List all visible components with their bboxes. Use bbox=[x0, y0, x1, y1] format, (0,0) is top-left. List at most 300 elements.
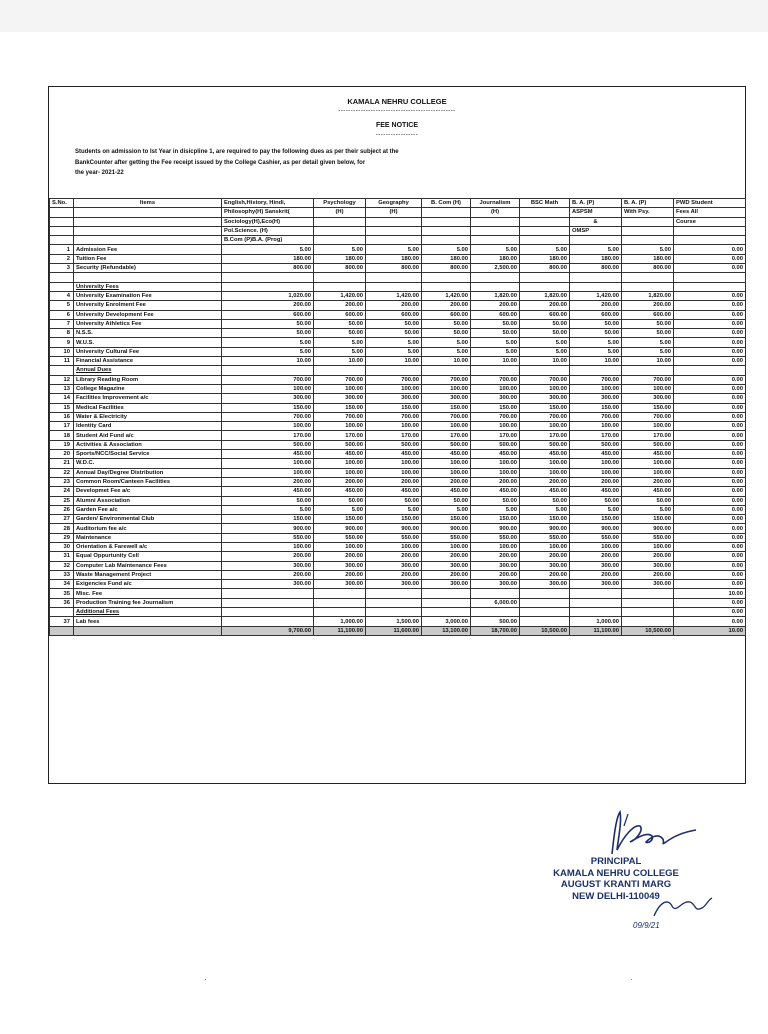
row-value bbox=[520, 282, 570, 291]
row-value: 200.00 bbox=[314, 477, 366, 486]
row-value: 100.00 bbox=[570, 422, 622, 431]
row-item: Water & Electricity bbox=[74, 412, 222, 421]
row-value: 200.00 bbox=[622, 570, 674, 579]
intro-line: Students on admission to Ist Year in disicpline 1, are required to pay the following dues as per their subject at the bbox=[75, 149, 399, 155]
row-value: 0.00 bbox=[674, 254, 746, 263]
row-sno: 21 bbox=[50, 459, 74, 468]
scan-speck: · bbox=[204, 975, 207, 984]
header-c1: English,History, Hindi, bbox=[222, 199, 314, 208]
row-value: 180.00 bbox=[314, 254, 366, 263]
row-value: 0.00 bbox=[674, 533, 746, 542]
row-value: 900.00 bbox=[622, 524, 674, 533]
row-value: 0.00 bbox=[674, 329, 746, 338]
row-value: 0.00 bbox=[674, 301, 746, 310]
row-value: 0.00 bbox=[674, 524, 746, 533]
row-value: 5.00 bbox=[570, 245, 622, 254]
row-value: 500.00 bbox=[222, 440, 314, 449]
row-value: 300.00 bbox=[622, 580, 674, 589]
row-value: 5.00 bbox=[520, 505, 570, 514]
row-value: 450.00 bbox=[366, 487, 422, 496]
row-item: Maintenance bbox=[74, 533, 222, 542]
row-value: 1,020.00 bbox=[222, 291, 314, 300]
row-value: 300.00 bbox=[222, 394, 314, 403]
row-value: 0.00 bbox=[674, 440, 746, 449]
row-value bbox=[222, 617, 314, 626]
row-value: 100.00 bbox=[570, 384, 622, 393]
row-value: 100.00 bbox=[366, 384, 422, 393]
row-value bbox=[366, 598, 422, 607]
row-value: 0.00 bbox=[674, 347, 746, 356]
row-value: 300.00 bbox=[422, 394, 471, 403]
row-sno: 23 bbox=[50, 477, 74, 486]
row-value: 450.00 bbox=[570, 487, 622, 496]
row-value: 200.00 bbox=[570, 570, 622, 579]
row-value: 200.00 bbox=[520, 477, 570, 486]
row-item: College Magazine bbox=[74, 384, 222, 393]
row-value: 1,420.00 bbox=[314, 291, 366, 300]
row-value bbox=[366, 608, 422, 617]
row-value: 180.00 bbox=[520, 254, 570, 263]
row-value: 0.00 bbox=[674, 264, 746, 273]
row-value: 450.00 bbox=[471, 450, 520, 459]
row-value: 700.00 bbox=[422, 412, 471, 421]
row-value: 200.00 bbox=[422, 570, 471, 579]
row-value: 100.00 bbox=[314, 422, 366, 431]
row-value: 5.00 bbox=[520, 245, 570, 254]
row-value bbox=[570, 273, 622, 282]
row-value: 150.00 bbox=[422, 515, 471, 524]
header-c6 bbox=[520, 217, 570, 226]
row-item: University Athletics Fee bbox=[74, 319, 222, 328]
row-item: Additional Fees bbox=[74, 608, 222, 617]
row-value bbox=[222, 608, 314, 617]
row-sno: 34 bbox=[50, 580, 74, 589]
row-item: University Examination Fee bbox=[74, 291, 222, 300]
row-value bbox=[422, 608, 471, 617]
header-row bbox=[50, 217, 746, 226]
fee-row bbox=[50, 384, 746, 393]
row-value: 1,420.00 bbox=[422, 291, 471, 300]
row-value: 50.00 bbox=[366, 496, 422, 505]
row-value: 50.00 bbox=[314, 329, 366, 338]
row-value bbox=[520, 617, 570, 626]
row-value: 10.00 bbox=[471, 357, 520, 366]
header-c1: Sociology(H),Eco(H) bbox=[222, 217, 314, 226]
intro-line: BankCounter after getting the Fee receipt issued by the College Cashier, as per detail given below, for bbox=[75, 159, 366, 166]
row-value: 100.00 bbox=[222, 384, 314, 393]
row-value: 100.00 bbox=[520, 468, 570, 477]
header-c4 bbox=[422, 236, 471, 245]
row-value: 0.00 bbox=[674, 505, 746, 514]
row-sno: 27 bbox=[50, 515, 74, 524]
header-row bbox=[50, 236, 746, 245]
row-value: 50.00 bbox=[570, 319, 622, 328]
row-value: 6,000.00 bbox=[471, 598, 520, 607]
row-value: 100.00 bbox=[622, 468, 674, 477]
row-value: 50.00 bbox=[222, 319, 314, 328]
row-value: 0.00 bbox=[674, 375, 746, 384]
header-c5 bbox=[471, 217, 520, 226]
row-value: 5.00 bbox=[314, 347, 366, 356]
row-value: 180.00 bbox=[222, 254, 314, 263]
row-value bbox=[570, 282, 622, 291]
row-value: 300.00 bbox=[570, 394, 622, 403]
header-c8 bbox=[622, 226, 674, 235]
row-value: 500.00 bbox=[622, 440, 674, 449]
row-value: 600.00 bbox=[366, 310, 422, 319]
row-value: 50.00 bbox=[570, 496, 622, 505]
row-value: 600.00 bbox=[471, 310, 520, 319]
fee-row bbox=[50, 338, 746, 347]
row-item: W.U.S. bbox=[74, 338, 222, 347]
header-c8: With Psy. bbox=[622, 208, 674, 217]
row-value: 300.00 bbox=[314, 561, 366, 570]
row-value: 700.00 bbox=[570, 375, 622, 384]
row-value: 100.00 bbox=[422, 384, 471, 393]
row-value: 150.00 bbox=[622, 403, 674, 412]
row-value: 450.00 bbox=[366, 450, 422, 459]
row-value: 50.00 bbox=[520, 319, 570, 328]
header-sno bbox=[50, 217, 74, 226]
fee-row bbox=[50, 431, 746, 440]
row-value bbox=[222, 273, 314, 282]
fee-table bbox=[49, 198, 746, 636]
row-sno: 37 bbox=[50, 617, 74, 626]
fee-row bbox=[50, 310, 746, 319]
row-value: 10.00 bbox=[570, 357, 622, 366]
fee-row bbox=[50, 366, 746, 375]
row-value: 500.00 bbox=[570, 440, 622, 449]
header-row bbox=[50, 208, 746, 217]
row-value: 500.00 bbox=[471, 617, 520, 626]
row-value: 150.00 bbox=[222, 515, 314, 524]
row-value: 150.00 bbox=[314, 515, 366, 524]
row-value: 0.00 bbox=[674, 431, 746, 440]
row-value: 600.00 bbox=[622, 310, 674, 319]
row-value: 5.00 bbox=[422, 505, 471, 514]
row-value: 700.00 bbox=[222, 375, 314, 384]
stamp-title: PRINCIPAL bbox=[590, 856, 642, 867]
header-c4 bbox=[422, 226, 471, 235]
row-item: Security (Refundable) bbox=[74, 264, 222, 273]
fee-row bbox=[50, 264, 746, 273]
row-value: 0.00 bbox=[674, 552, 746, 561]
row-value: 300.00 bbox=[520, 561, 570, 570]
fee-row bbox=[50, 403, 746, 412]
fee-row bbox=[50, 422, 746, 431]
row-value: 10.00 bbox=[622, 357, 674, 366]
header-c2 bbox=[314, 217, 366, 226]
fee-row bbox=[50, 329, 746, 338]
row-value: 100.00 bbox=[314, 459, 366, 468]
row-value: 900.00 bbox=[520, 524, 570, 533]
fee-row bbox=[50, 254, 746, 263]
fee-row bbox=[50, 412, 746, 421]
header-c4: B. Com (H) bbox=[422, 199, 471, 208]
stamp-address-line: AUGUST KRANTI MARG bbox=[560, 879, 672, 890]
row-value: 700.00 bbox=[471, 375, 520, 384]
stamp-address-line: NEW DELHI-110049 bbox=[572, 890, 660, 902]
row-value: 700.00 bbox=[366, 375, 422, 384]
row-value: 100.00 bbox=[520, 384, 570, 393]
row-value: 300.00 bbox=[570, 561, 622, 570]
row-value bbox=[366, 589, 422, 598]
row-value bbox=[366, 282, 422, 291]
notice-title: FEE NOTICE bbox=[375, 122, 418, 129]
row-value: 300.00 bbox=[222, 580, 314, 589]
header-items: Items bbox=[74, 199, 222, 208]
row-value: 700.00 bbox=[471, 412, 520, 421]
row-value: 0.00 bbox=[674, 570, 746, 579]
row-item: Exigencies Fund a/c bbox=[74, 580, 222, 589]
table-body bbox=[50, 245, 746, 635]
intro-line: the year- 2021-22 bbox=[75, 170, 124, 176]
row-sno: 18 bbox=[50, 431, 74, 440]
row-value: 0.00 bbox=[674, 291, 746, 300]
row-value bbox=[314, 366, 366, 375]
fee-row bbox=[50, 477, 746, 486]
row-item: University Fees bbox=[74, 282, 222, 291]
fee-row bbox=[50, 617, 746, 626]
row-value: 100.00 bbox=[622, 542, 674, 551]
row-value bbox=[422, 589, 471, 598]
row-value: 0.00 bbox=[674, 357, 746, 366]
row-value: 800.00 bbox=[366, 264, 422, 273]
row-value: 450.00 bbox=[222, 487, 314, 496]
row-value: 1,820.00 bbox=[622, 291, 674, 300]
row-value: 100.00 bbox=[222, 422, 314, 431]
row-value bbox=[622, 282, 674, 291]
row-value: 150.00 bbox=[520, 515, 570, 524]
header-row bbox=[50, 226, 746, 235]
row-sno: 4 bbox=[50, 291, 74, 300]
row-sno: 26 bbox=[50, 505, 74, 514]
row-value: 550.00 bbox=[471, 533, 520, 542]
row-sno bbox=[50, 366, 74, 375]
row-value: 0.00 bbox=[674, 487, 746, 496]
row-item: Waste Management Project bbox=[74, 570, 222, 579]
row-value bbox=[314, 608, 366, 617]
row-value: 5.00 bbox=[471, 347, 520, 356]
row-value: 5.00 bbox=[366, 505, 422, 514]
row-value: 200.00 bbox=[314, 570, 366, 579]
fee-row bbox=[50, 608, 746, 617]
fee-row bbox=[50, 598, 746, 607]
fee-row bbox=[50, 357, 746, 366]
row-value bbox=[674, 282, 746, 291]
row-value: 100.00 bbox=[471, 384, 520, 393]
row-value: 200.00 bbox=[570, 477, 622, 486]
row-value: 200.00 bbox=[222, 301, 314, 310]
row-value: 550.00 bbox=[422, 533, 471, 542]
row-value bbox=[471, 608, 520, 617]
row-value bbox=[622, 608, 674, 617]
header-c5: (H) bbox=[471, 208, 520, 217]
row-item: Tuition Fee bbox=[74, 254, 222, 263]
row-value: 100.00 bbox=[422, 542, 471, 551]
row-value: 10,500.00 bbox=[520, 626, 570, 635]
row-value: 200.00 bbox=[622, 552, 674, 561]
row-value: 200.00 bbox=[570, 552, 622, 561]
row-value: 1,820.00 bbox=[471, 291, 520, 300]
row-value: 2,500.00 bbox=[471, 264, 520, 273]
row-sno: 31 bbox=[50, 552, 74, 561]
header-c6: BSC Math bbox=[520, 199, 570, 208]
college-name: KAMALA NEHRU COLLEGE bbox=[347, 97, 447, 106]
header-c8: B. A. (P) bbox=[622, 199, 674, 208]
row-value: 0.00 bbox=[674, 338, 746, 347]
row-value: 180.00 bbox=[622, 254, 674, 263]
row-value bbox=[622, 617, 674, 626]
row-value: 170.00 bbox=[222, 431, 314, 440]
header-c7: OMSP bbox=[570, 226, 622, 235]
row-value: 900.00 bbox=[570, 524, 622, 533]
row-value: 900.00 bbox=[471, 524, 520, 533]
row-value: 1,500.00 bbox=[366, 617, 422, 626]
fee-row bbox=[50, 468, 746, 477]
row-value: 200.00 bbox=[422, 477, 471, 486]
row-item: Admission Fee bbox=[74, 245, 222, 254]
row-value: 700.00 bbox=[622, 375, 674, 384]
header-c4 bbox=[422, 217, 471, 226]
row-value: 13,100.00 bbox=[422, 626, 471, 635]
row-value: 500.00 bbox=[471, 440, 520, 449]
row-value bbox=[520, 598, 570, 607]
row-item: Computer Lab Maintenance Fees bbox=[74, 561, 222, 570]
table-header bbox=[50, 199, 746, 245]
row-value: 0.00 bbox=[674, 245, 746, 254]
row-value: 100.00 bbox=[570, 468, 622, 477]
fee-row bbox=[50, 394, 746, 403]
row-value: 300.00 bbox=[622, 394, 674, 403]
row-item: Equal Oppurtunity Cell bbox=[74, 552, 222, 561]
row-value: 550.00 bbox=[366, 533, 422, 542]
row-value bbox=[422, 366, 471, 375]
row-value: 5.00 bbox=[314, 338, 366, 347]
row-value: 50.00 bbox=[314, 496, 366, 505]
row-value: 5.00 bbox=[520, 347, 570, 356]
row-value: 200.00 bbox=[471, 552, 520, 561]
row-value bbox=[622, 589, 674, 598]
row-value: 300.00 bbox=[570, 580, 622, 589]
intro-text bbox=[75, 147, 515, 179]
row-value bbox=[471, 589, 520, 598]
row-item: University Enrolment Fee bbox=[74, 301, 222, 310]
row-sno: 36 bbox=[50, 598, 74, 607]
row-value: 50.00 bbox=[222, 496, 314, 505]
row-value: 800.00 bbox=[314, 264, 366, 273]
row-item: W.D.C. bbox=[74, 459, 222, 468]
row-value: 100.00 bbox=[222, 542, 314, 551]
title-rule: ----------------------------------------------- bbox=[338, 108, 456, 114]
row-value bbox=[520, 589, 570, 598]
row-value: 170.00 bbox=[520, 431, 570, 440]
header-c5 bbox=[471, 226, 520, 235]
row-value: 900.00 bbox=[366, 524, 422, 533]
row-value: 550.00 bbox=[520, 533, 570, 542]
row-sno bbox=[50, 282, 74, 291]
row-value: 100.00 bbox=[422, 422, 471, 431]
row-value: 800.00 bbox=[622, 264, 674, 273]
row-value: 5.00 bbox=[422, 347, 471, 356]
row-value: 50.00 bbox=[422, 319, 471, 328]
row-value bbox=[222, 282, 314, 291]
row-value: 150.00 bbox=[520, 403, 570, 412]
row-value: 100.00 bbox=[222, 468, 314, 477]
row-value: 170.00 bbox=[366, 431, 422, 440]
row-value: 450.00 bbox=[314, 487, 366, 496]
row-value: 150.00 bbox=[570, 403, 622, 412]
row-value: 5.00 bbox=[471, 505, 520, 514]
fee-row bbox=[50, 487, 746, 496]
row-value: 5.00 bbox=[366, 338, 422, 347]
row-value: 150.00 bbox=[570, 515, 622, 524]
row-value: 150.00 bbox=[471, 403, 520, 412]
row-value: 300.00 bbox=[471, 580, 520, 589]
fee-row bbox=[50, 589, 746, 598]
row-item: Facilities Improvement a/c bbox=[74, 394, 222, 403]
row-value: 5.00 bbox=[471, 245, 520, 254]
row-value: 100.00 bbox=[366, 459, 422, 468]
row-item: Garden Fee a/c bbox=[74, 505, 222, 514]
fee-row bbox=[50, 496, 746, 505]
row-value: 800.00 bbox=[222, 264, 314, 273]
row-value bbox=[471, 273, 520, 282]
row-item: Identity Card bbox=[74, 422, 222, 431]
row-value: 50.00 bbox=[314, 319, 366, 328]
row-value: 550.00 bbox=[222, 533, 314, 542]
row-value: 450.00 bbox=[222, 450, 314, 459]
header-items bbox=[74, 217, 222, 226]
fee-row bbox=[50, 570, 746, 579]
row-value: 700.00 bbox=[314, 412, 366, 421]
row-value: 0.00 bbox=[674, 394, 746, 403]
row-value: 0.00 bbox=[674, 319, 746, 328]
row-sno: 15 bbox=[50, 403, 74, 412]
row-value: 300.00 bbox=[520, 394, 570, 403]
row-value: 500.00 bbox=[520, 440, 570, 449]
row-value bbox=[222, 589, 314, 598]
row-value: 200.00 bbox=[520, 301, 570, 310]
row-value bbox=[314, 273, 366, 282]
fee-row bbox=[50, 533, 746, 542]
row-value: 18,700.00 bbox=[471, 626, 520, 635]
spacer-row bbox=[50, 273, 746, 282]
fee-row bbox=[50, 459, 746, 468]
row-value: 550.00 bbox=[570, 533, 622, 542]
row-value: 900.00 bbox=[222, 524, 314, 533]
row-value: 0.00 bbox=[674, 496, 746, 505]
row-value: 0.00 bbox=[674, 310, 746, 319]
row-value: 450.00 bbox=[520, 487, 570, 496]
row-value: 100.00 bbox=[366, 542, 422, 551]
row-value: 200.00 bbox=[222, 552, 314, 561]
header-items bbox=[74, 236, 222, 245]
row-value: 300.00 bbox=[422, 580, 471, 589]
header-c3 bbox=[366, 226, 422, 235]
row-value: 50.00 bbox=[471, 496, 520, 505]
row-value bbox=[674, 273, 746, 282]
fee-row bbox=[50, 450, 746, 459]
row-value: 800.00 bbox=[570, 264, 622, 273]
row-value: 450.00 bbox=[422, 487, 471, 496]
row-value: 700.00 bbox=[366, 412, 422, 421]
row-value: 200.00 bbox=[422, 552, 471, 561]
row-value: 100.00 bbox=[471, 459, 520, 468]
row-value: 180.00 bbox=[570, 254, 622, 263]
row-value: 50.00 bbox=[570, 329, 622, 338]
header-c2: (H) bbox=[314, 208, 366, 217]
